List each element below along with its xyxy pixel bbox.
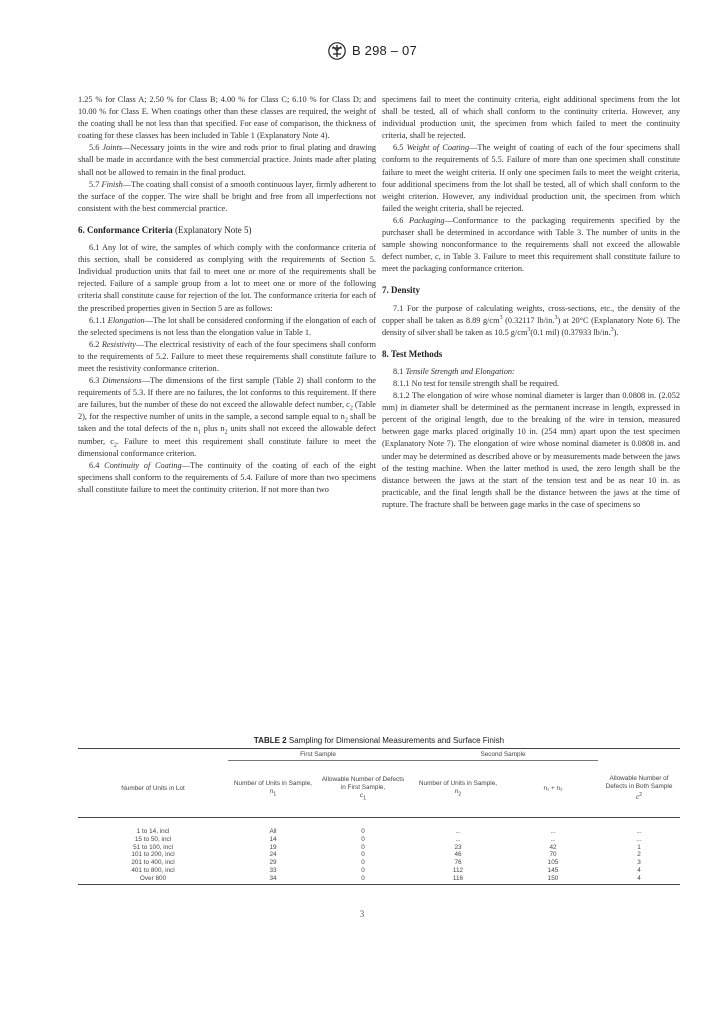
section-7-1: 7.1 For the purpose of calculating weights, cross-sections, etc., the density of the copper shall be taken as 8.89 $g/cm^3$ (0.32117 lb/in.$^3$) at 20°C (Explanatory Note 6). The density of silver shall be taken as 10.5 $g/cm^3(0.1$ mil) (0.37933 lb/in.$^3$).: [382, 303, 680, 337]
standard-designation: B 298 – 07: [352, 43, 417, 58]
cell-sum: 145: [547, 866, 559, 874]
paragraph: specimens fail to meet the continuity criteria, eight additional specimens from the lot shall be tested, all of which shall conform to the continuity criteria. However, any individual production unit, the specimen from which failed to meet the continuity criteria, shall be rejected.: [382, 95, 680, 141]
section-8-1-1: 8.1.1 No test for tensile strength shall be required.: [393, 378, 560, 388]
section-8-1: 8.1 Tensile Strength and Elongation:: [393, 366, 515, 376]
col-sum-header: n₁ + n₂: [543, 785, 563, 792]
cell-c2: 2: [637, 851, 641, 859]
table-row: [78, 851, 680, 859]
cell-n1: 29: [269, 859, 277, 867]
section-5-6: 5.6 Joints—Necessary joints in the wire and rods prior to final plating and drawing shall be made in accordance with the best commercial practice. Joints made after plating shall not be allowed to remain in the final product.: [78, 143, 376, 177]
cell-c2: ...: [636, 828, 642, 835]
sampling-table: [78, 748, 680, 885]
section-8-1-2: 8.1.2 The elongation of wire whose nominal diameter is larger than 0.0808 in. (2.052 mm) in diameter shall be determined as the permanent increase in length, expressed in percent of the original length, due to the breaking of the wire in tension, measured between gage marks placed originally 10 in. (254 mm) apart upon the test specimen (Explanatory Note 7). The elongation of wire whose nominal diameter is 0.0808 in. and under may be determined as described above or by measurements made between the jaws of the testing machine. When the latter method is used, the zero length shall be the distance between the jaws at the start of the tension test and be as near 10 in. as practicable, and the final length shall be the distance between the jaws at the time of rupture. The fracture shall be between gage marks in the case of specimens so: [382, 391, 680, 509]
cell-c1: 0: [361, 828, 365, 835]
cell-sum: 105: [547, 859, 559, 867]
cell-n2: 116: [408, 875, 508, 884]
table-2: [78, 736, 680, 885]
section-6-4: 6.4 Continuity of Coating—The continuity of the coating of each of the eight specimens shall conform to the requirements of 5.4. Failure of more than two specimens shall constitute failure to meet the continuity criterion. If not more than two: [78, 460, 377, 494]
cell-c2: 4: [598, 875, 680, 884]
cell-n2: ...: [455, 828, 461, 835]
right-column: [382, 94, 680, 511]
col-c1-header: Allowable Number of Defects in First Sample, $c_1$: [321, 775, 405, 802]
left-column: [78, 94, 376, 496]
section-6-5: 6.5 Weight of Coating—The weight of coating of each of the four specimens shall conform to the requirements of 5.5. Failure of more than one specimen shall constitute failure to meet the weight criteria. If only one specimen fails to meet the weight criteria, four additional specimens from the lot shall be tested, all of which shall conform to the weight criterion. However, any individual production unit, the specimen from which failed the weight criteria, shall be rejected.: [382, 143, 680, 213]
second-sample-group: Second Sample: [408, 749, 598, 761]
cell-lot: 401 to 800, incl: [131, 866, 175, 874]
cell-n2: 46: [454, 851, 462, 859]
cell-n1: 34: [228, 875, 318, 884]
table-row: [78, 836, 680, 844]
col-n1-header: Number of Units in Sample, $n_1$: [233, 779, 313, 798]
cell-c2: 3: [637, 859, 641, 867]
col-c2-header: Allowable Number of Defects in Both Sample $c^2$: [605, 775, 673, 802]
cell-c2: 1: [637, 843, 641, 851]
cell-lot: 1 to 14, incl: [136, 828, 170, 835]
table-row: [78, 844, 680, 852]
cell-c2: 4: [637, 866, 641, 874]
cell-n1: 14: [269, 835, 277, 843]
section-6-1: 6.1 Any lot of wire, the samples of which comply with the conformance criteria of this section, shall be considered as complying with the requirements of Section 5. Individual production units that fail to meet one or more of the requirements shall be rejected. Failure of a sample group from a lot to meet one or more of the following criteria shall constitute cause for rejection of the lot. The conformance criteria for each of the prescribed properties given in Section 5 are as follows:: [78, 243, 376, 313]
cell-sum: ...: [550, 835, 556, 843]
page-header: [0, 42, 724, 64]
cell-n2: ...: [455, 835, 461, 843]
cell-c1: 0: [361, 835, 365, 843]
cell-sum: ...: [550, 828, 556, 835]
table-row: [78, 818, 680, 836]
section-5-7: 5.7 Finish—The coating shall consist of a smooth continuous layer, firmly adherent to the surface of the copper. The wire shall be bright and free from all imperfections not consistent with the best commercial practice.: [78, 179, 377, 213]
cell-lot: 15 to 50, incl: [134, 835, 172, 843]
cell-c1: 0: [361, 851, 365, 859]
cell-sum: 42: [549, 843, 557, 851]
cell-n1: All: [269, 828, 277, 835]
page-number: 3: [359, 909, 365, 919]
cell-n2: 112: [452, 866, 464, 874]
cell-lot: 201 to 400, incl: [131, 859, 175, 867]
first-sample-group: First Sample: [228, 749, 408, 761]
cell-n2: 76: [454, 859, 462, 867]
cell-sum: 150: [508, 875, 598, 884]
cell-c1: 0: [361, 859, 365, 867]
table-row: [78, 875, 680, 884]
cell-n1: 33: [269, 866, 277, 874]
cell-c2: ...: [636, 835, 642, 843]
cell-n1: 19: [269, 843, 277, 851]
cell-lot: 101 to 200, incl: [131, 851, 175, 859]
col-lot-header: Number of Units in Lot: [121, 784, 185, 792]
table-row: [78, 867, 680, 875]
cell-c1: 0: [318, 875, 408, 884]
col-n2-header: Number of Units in Sample, $n_2$: [418, 779, 498, 798]
cell-n1: 24: [269, 851, 277, 859]
section-6-2: 6.2 Resistivity—The electrical resistivity of each of the four specimens shall conform to the requirements of 5.2. Failure to meet these requirements shall constitute failure to meet the resistivity conformance criterion.: [78, 339, 376, 373]
section-heading-6: 6. Conformance Criteria (Explanatory Note 5): [78, 224, 252, 235]
section-6-6: 6.6 Packaging—Conformance to the packaging requirements specified by the purchaser shall be determined in accordance with Table 3. The number of units in the sample showing nonconformance to the requirements shall not exceed the allowable defect number, c, in Table 3. Failure to meet this requirement shall constitute failure to meet the packaging conformance criterion.: [382, 215, 680, 274]
cell-n2: 23: [454, 843, 462, 851]
section-6-1-1: 6.1.1 Elongation—The lot shall be considered conforming if the elongation of each of the selected specimens is not less than the elongation value in Table 1.: [78, 315, 376, 337]
cell-c1: 0: [361, 843, 365, 851]
cell-sum: 70: [549, 851, 557, 859]
section-heading-7: 7. Density: [382, 285, 420, 296]
table-title: TABLE 2 Sampling for Dimensional Measurements and Surface Finish: [253, 736, 505, 745]
astm-logo-icon: [328, 42, 346, 60]
section-6-3: 6.3 Dimensions—The dimensions of the first sample (Table 2) shall conform to the requirements of 5.3. If there are no failures, the lot conforms to this requirement. If there are failures, but the number of these do not exceed the allowable defect number, $c_2$ (Table 2), for the respective number of units in the sample, a second sample equal to $n_2$ shall be taken and the total defects of the $n_1$ plus $n_2$ units shall not exceed the allowable defect number, $c_2$. Failure to meet this requirement shall constitute failure to meet the dimensional conformance criterion.: [78, 376, 377, 458]
paragraph: 1.25 % for Class A; 2.50 % for Class B; 4.00 % for Class C; 6.10 % for Class D; and 10.00 % for Class E. When coatings other than these classes are required, the weight of the coating shall be not less than that specified. For ease of comparison, the thickness of coating for these classes has been included in Table 1 (Explanatory Note 4).: [78, 95, 376, 141]
cell-lot: Over 800: [78, 875, 228, 884]
cell-lot: 51 to 100, incl: [133, 843, 173, 851]
table-row: [78, 859, 680, 867]
cell-c1: 0: [361, 866, 365, 874]
section-heading-8: 8. Test Methods: [382, 348, 443, 359]
